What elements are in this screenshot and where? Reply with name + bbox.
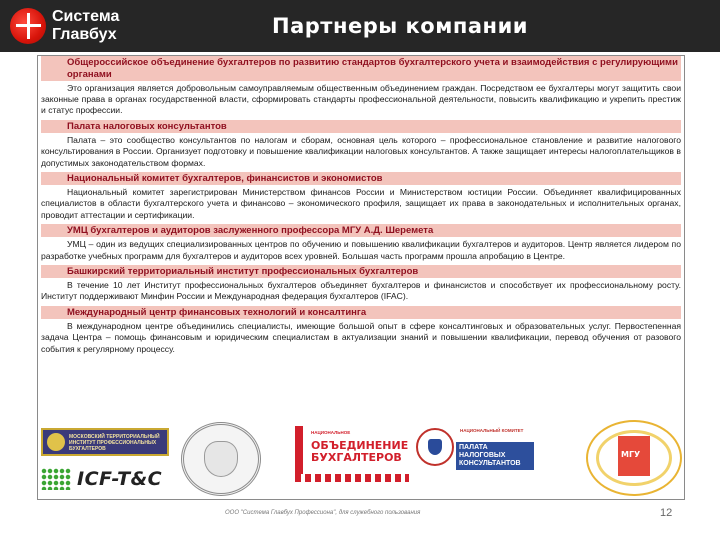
moscow-institute-logo[interactable]	[41, 428, 169, 456]
partner-section	[41, 56, 681, 120]
logo-text-line1: Система	[52, 8, 120, 25]
logo-main-text: ОБЪЕДИНЕНИЕ БУХГАЛТЕРОВ	[311, 439, 409, 464]
page-title: Партнеры компании	[272, 14, 528, 38]
cross-logo-icon	[10, 8, 46, 44]
national-accountants-union-logo[interactable]	[295, 426, 409, 482]
logo-main-text: ПАЛАТА НАЛОГОВЫХ КОНСУЛЬТАНТОВ	[456, 442, 534, 470]
stripe-decoration	[295, 474, 409, 482]
logo-small-text: НАЦИОНАЛЬНОЕ	[311, 430, 351, 435]
logo-text-line2: Главбух	[52, 26, 117, 43]
dots-icon	[41, 468, 71, 490]
umc-logo-text: МГУ	[621, 450, 641, 459]
emblem-icon	[47, 433, 65, 451]
partners-list	[41, 56, 681, 358]
partner-description: Это организация является добровольным самоуправляемым общественным объединением граждан. Посредством ее бухгалтеры могут защитить свои законные права в органах государственной власти, сформировать стандарты профессиональной деятельности, повысить квалификацию и укрепить престиж и статус профессии.	[41, 83, 681, 116]
partner-title: Башкирский территориальный институт профессиональных бухгалтеров	[41, 265, 681, 279]
coat-of-arms-icon	[204, 441, 238, 477]
ministry-emblem-logo[interactable]	[181, 422, 261, 496]
moscow-institute-logo-text: МОСКОВСКИЙ ТЕРРИТОРИАЛЬНЫЙ ИНСТИТУТ ПРОФЕССИОНАЛЬНЫХ БУХГАЛТЕРОВ	[69, 434, 160, 452]
footer-text: ООО "Система Главбух Профессиона", для служебного пользования	[225, 510, 421, 516]
umc-msu-logo[interactable]	[586, 420, 682, 496]
company-logo[interactable]	[10, 6, 140, 46]
partner-description: В международном центре объединились специалисты, имеющие большой опыт в сфере консалтинговых и образовательных услуг. Первостепенная задача Центра – помощь финансовым и юридическим специалистам в актуализации знаний и повышении квалификации, перевод обучения от разового события к регулярному процессу.	[41, 321, 681, 354]
partner-section	[41, 224, 681, 265]
tax-consultants-chamber-logo[interactable]	[416, 426, 536, 482]
partner-description: В течение 10 лет Институт профессиональных бухгалтеров объединяет бухгалтеров и финансистов и способствует их профессиональному росту. Институт поддерживают Минфин России и Международная федерация бухгалтеров (IFAC).	[41, 280, 681, 302]
partner-description: УМЦ – один из ведущих специализированных центров по обучению и повышению квалификации бухгалтеров и аудиторов. Центр является лидером по разработке учебных программ для бухгалтеров и аудиторов всех уровней. Большая часть программ прошла апробацию в Центре.	[41, 239, 681, 261]
header-bar	[0, 0, 720, 52]
partner-title: Палата налоговых консультантов	[41, 120, 681, 134]
logo-small-text: НАЦИОНАЛЬНЫЙ КОМИТЕТ	[460, 428, 524, 433]
partner-section	[41, 306, 681, 358]
icf-logo-text: ICF-T&C	[77, 468, 163, 490]
partner-title: Международный центр финансовых технологий и консалтинга	[41, 306, 681, 320]
partner-title: Общероссийское объединение бухгалтеров по развитию стандартов бухгалтерского учета и взаимодействия с регулирующими органами	[41, 56, 681, 81]
partner-section	[41, 172, 681, 224]
partner-logos	[41, 420, 681, 496]
partner-description: Палата – это сообщество консультантов по налогам и сборам, основная цель которого – профессиональное становление и развитие налогового консультирования в России. Организует подготовку и повышение квалификации налоговых консультантов. А также защищает интересы налогоплательщиков в допустимых законодательством формах.	[41, 135, 681, 168]
partner-section	[41, 120, 681, 172]
partner-section	[41, 265, 681, 306]
page-number: 12	[660, 507, 673, 519]
logo-text	[52, 8, 119, 44]
seal-icon	[416, 428, 454, 466]
partner-title: Национальный комитет бухгалтеров, финансистов и экономистов	[41, 172, 681, 186]
partner-title: УМЦ бухгалтеров и аудиторов заслуженного профессора МГУ А.Д. Шеремета	[41, 224, 681, 238]
partner-description: Национальный комитет зарегистрирован Министерством финансов России и Министерством юстиции России. Объединяет квалифицированных специалистов в области бухгалтерского учета и финансово – экономического профиля, защищает их права в законодательных и исполнительных органах, проводит аттестации и сертификации.	[41, 187, 681, 220]
icf-logo[interactable]	[41, 465, 171, 493]
